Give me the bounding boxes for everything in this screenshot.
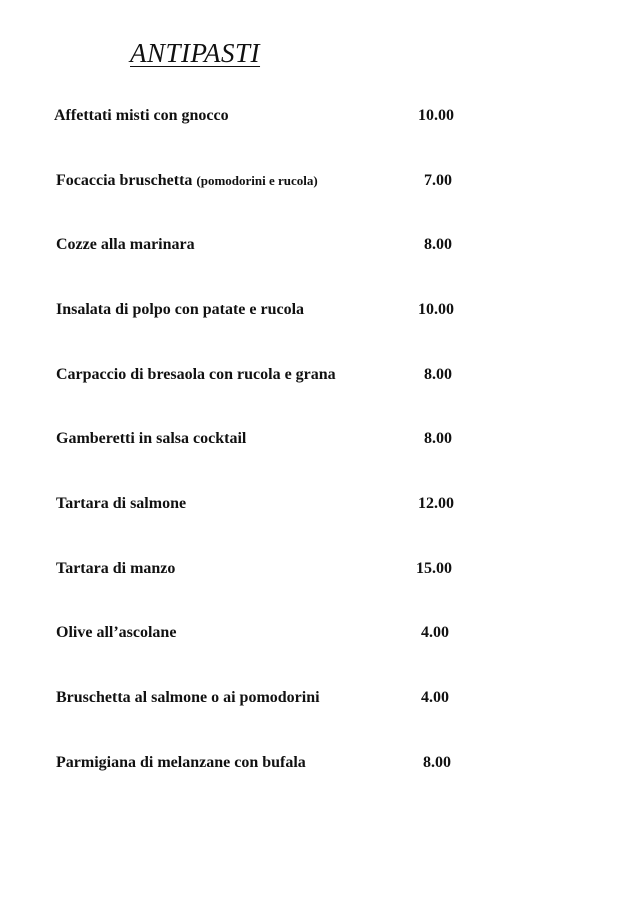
- item-price: 4.00: [421, 689, 449, 706]
- menu-item: [0, 560, 640, 586]
- item-price: 10.00: [418, 301, 454, 318]
- menu-item: [0, 754, 640, 780]
- item-name: Carpaccio di bresaola con rucola e grana: [56, 366, 336, 383]
- item-name: Tartara di salmone: [56, 495, 187, 512]
- menu-item: [0, 366, 640, 392]
- item-name: Cozze alla marinara: [56, 236, 195, 253]
- menu-item: [0, 624, 640, 650]
- item-note: (pomodorini e rucola): [196, 173, 318, 188]
- menu-title: ANTIPASTI: [130, 38, 261, 68]
- menu-item: [0, 236, 640, 262]
- item-name: Gamberetti in salsa cocktail: [56, 430, 247, 447]
- menu-item: [0, 107, 640, 133]
- item-name: Bruschetta al salmone o ai pomodorini: [56, 689, 320, 706]
- item-price: 4.00: [421, 624, 449, 641]
- item-name: Insalata di polpo con patate e rucola: [56, 301, 305, 318]
- menu-item: [0, 495, 640, 521]
- menu-item: [0, 689, 640, 715]
- item-price: 8.00: [423, 754, 451, 771]
- item-name-wrap: [56, 172, 318, 190]
- menu-item: [0, 172, 640, 198]
- item-name: Olive all’ascolane: [56, 624, 177, 641]
- item-name: Tartara di manzo: [56, 560, 176, 577]
- item-price: 8.00: [424, 236, 452, 253]
- menu-item: [0, 301, 640, 327]
- item-name: Focaccia bruschetta: [56, 172, 193, 189]
- item-price: 15.00: [416, 560, 452, 577]
- item-price: 8.00: [424, 366, 452, 383]
- item-name: Parmigiana di melanzane con bufala: [56, 754, 306, 771]
- menu-item: [0, 430, 640, 456]
- item-name: Affettati misti con gnocco: [54, 107, 229, 124]
- item-price: 7.00: [424, 172, 452, 189]
- item-price: 10.00: [418, 107, 454, 124]
- item-price: 8.00: [424, 430, 452, 447]
- item-price: 12.00: [418, 495, 454, 512]
